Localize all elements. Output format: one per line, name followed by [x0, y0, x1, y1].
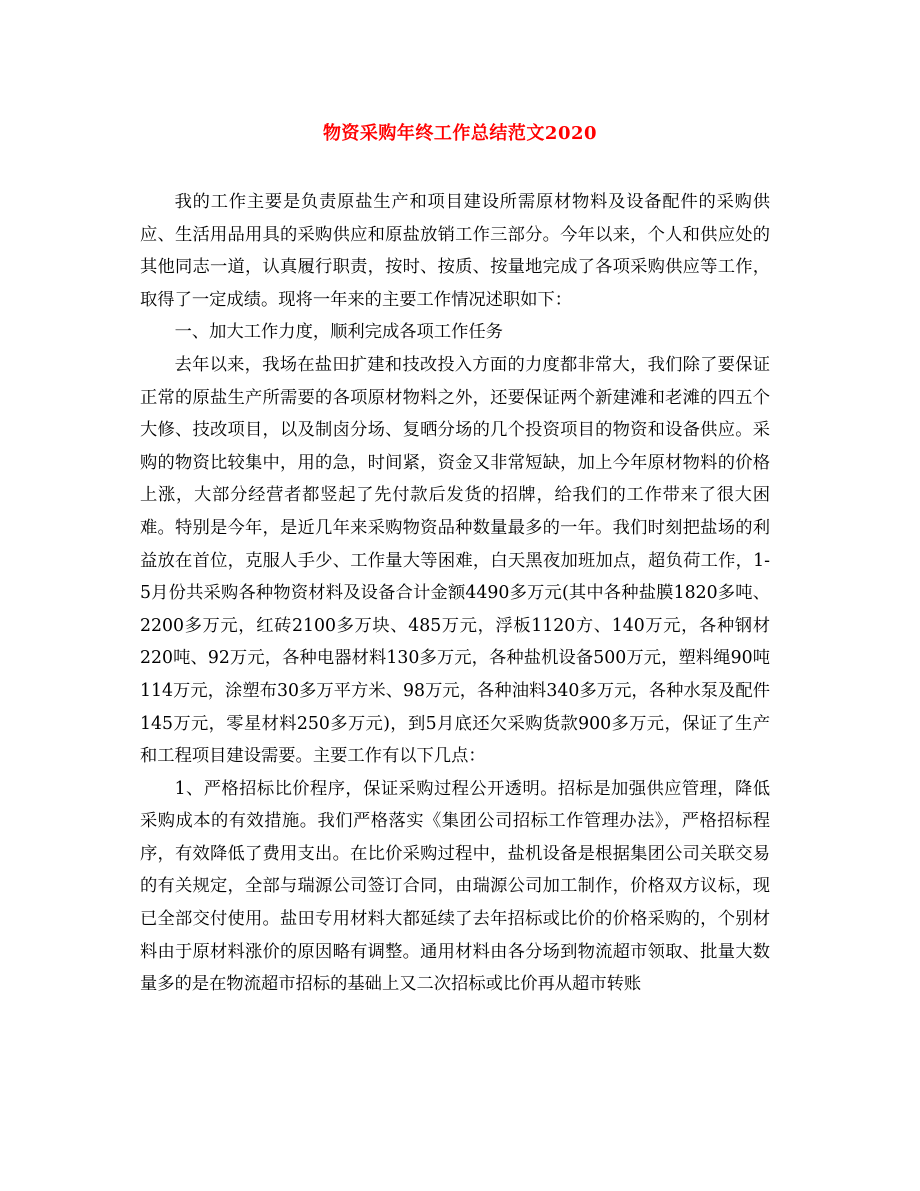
paragraph-overview: 去年以来，我场在盐田扩建和技改投入方面的力度都非常大，我们除了要保证正常的原盐生产所需要的各项原材物料之外，还要保证两个新建滩和老滩的四五个大修、技改项目，以及制卤分场、复晒分场的几个投资项目的物资和设备供应。采购的物资比较集中，用的急，时间紧，资金又非常短缺，加上今年原材物料的价格上涨，大部分经营者都竖起了先付款后发货的招牌，给我们的工作带来了很大困难。特别是今年，是近几年来采购物资品种数量最多的一年。我们时刻把盐场的利益放在首位，克服人手少、工作量大等困难，白天黑夜加班加点，超负荷工作，1-5月份共采购各种物资材料及设备合计金额4490多万元(其中各种盐膜1820多吨、2200多万元，红砖2100多万块、485万元，浮板1120方、140万元，各种钢材220吨、92万元，各种电器材料130多万元，各种盐机设备500万元，塑料绳90吨114万元，涂塑布30多万平方米、98万元，各种油料340多万元，各种水泵及配件145万元，零星材料250多万元)，到5月底还欠采购货款900多万元，保证了生产和工程项目建设需要。主要工作有以下几点： — [140, 354, 770, 767]
document-body — [140, 186, 770, 1001]
paragraph-point-1: 1、严格招标比价程序，保证采购过程公开透明。招标是加强供应管理，降低采购成本的有效措施。我们严格落实《集团公司招标工作管理办法》，严格招标程序，有效降低了费用支出。在比价采购过程中，盐机设备是根据集团公司关联交易的有关规定，全部与瑞源公司签订合同，由瑞源公司加工制作，价格双方议标，现已全部交付使用。盐田专用材料大都延续了去年招标或比价的价格采购的，个别材料由于原材料涨价的原因略有调整。通用材料由各分场到物流超市领取、批量大数量多的是在物流超市招标的基础上又二次招标或比价再从超市转账 — [140, 778, 770, 995]
section-heading: 一、加大工作力度，顺利完成各项工作任务 — [174, 322, 503, 343]
paragraph-intro: 我的工作主要是负责原盐生产和项目建设所需原材物料及设备配件的采购供应、生活用品用具的采购供应和原盐放销工作三部分。今年以来，个人和供应处的其他同志一道，认真履行职责，按时、按质、按量地完成了各项采购供应等工作，取得了一定成绩。现将一年来的主要工作情况述职如下： — [140, 192, 770, 310]
document-title: 物资采购年终工作总结范文2020 — [322, 123, 598, 144]
